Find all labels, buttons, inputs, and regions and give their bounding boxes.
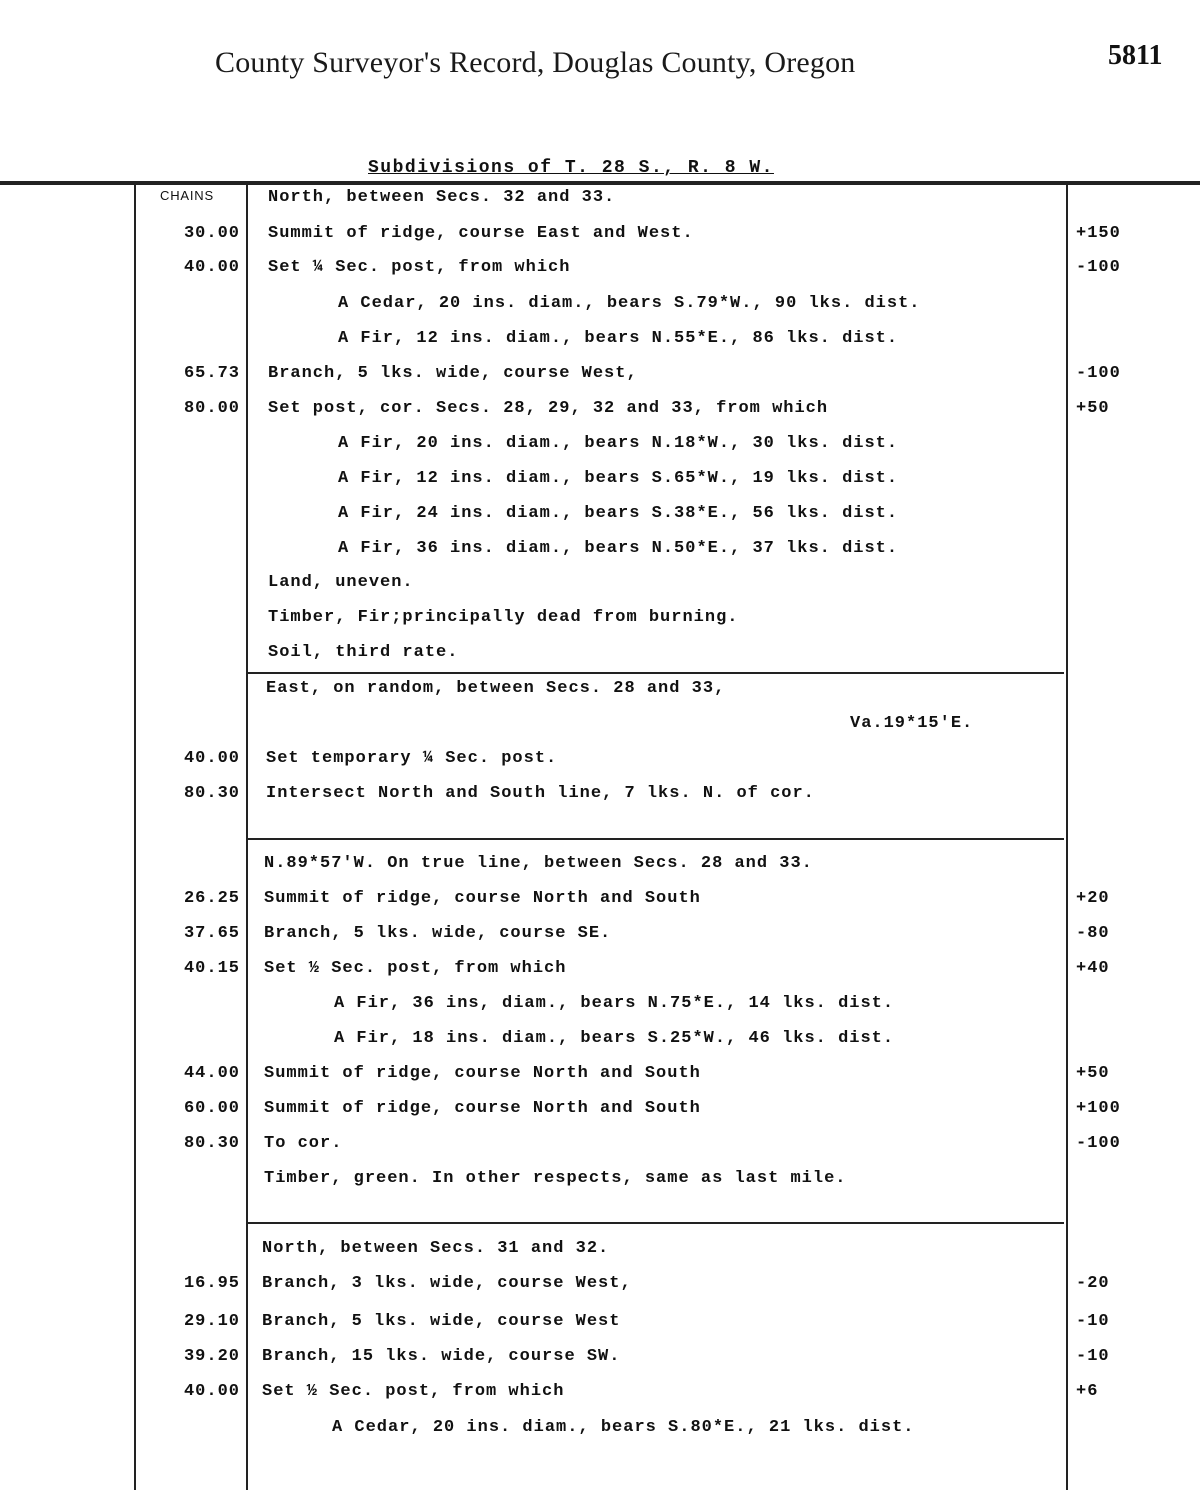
section-divider <box>248 838 1064 840</box>
chain-value: 60.00 <box>183 1099 240 1118</box>
chain-value: 65.73 <box>183 364 240 383</box>
note-text: North, between Secs. 31 and 32. <box>262 1239 610 1258</box>
table-row <box>0 258 1200 288</box>
elevation-value: +40 <box>1076 959 1110 978</box>
chain-value: 39.20 <box>183 1347 240 1366</box>
table-row <box>0 1312 1200 1342</box>
table-row <box>0 1099 1200 1129</box>
table-row <box>0 188 1200 218</box>
table-row <box>0 749 1200 779</box>
chain-value: 29.10 <box>183 1312 240 1331</box>
table-row <box>0 1134 1200 1164</box>
record-subtitle: Subdivisions of T. 28 S., R. 8 W. <box>368 158 774 178</box>
table-row <box>0 573 1200 603</box>
table-row <box>0 364 1200 394</box>
elevation-value: +6 <box>1076 1382 1099 1401</box>
note-text: A Cedar, 20 ins. diam., bears S.80*E., 21 lks. dist. <box>332 1418 915 1437</box>
note-text: Land, uneven. <box>268 573 414 592</box>
table-row <box>0 399 1200 429</box>
chain-value: 40.15 <box>183 959 240 978</box>
note-text: A Fir, 36 ins. diam., bears N.50*E., 37 lks. dist. <box>338 539 899 558</box>
note-text: Branch, 5 lks. wide, course West <box>262 1312 621 1331</box>
elevation-value: -80 <box>1076 924 1110 943</box>
note-text: Set post, cor. Secs. 28, 29, 32 and 33, from which <box>268 399 829 418</box>
elevation-value: -20 <box>1076 1274 1110 1293</box>
note-text: Branch, 5 lks. wide, course West, <box>268 364 638 383</box>
note-text: A Fir, 12 ins. diam., bears N.55*E., 86 lks. dist. <box>338 329 899 348</box>
table-row <box>0 1382 1200 1412</box>
note-text: Timber, Fir;principally dead from burning. <box>268 608 739 627</box>
note-text: Summit of ridge, course North and South <box>264 889 701 908</box>
table-row <box>0 224 1200 254</box>
elevation-value: -100 <box>1076 258 1121 277</box>
note-text: East, on random, between Secs. 28 and 33, <box>266 679 726 698</box>
elevation-value: -10 <box>1076 1312 1110 1331</box>
table-row <box>0 504 1200 534</box>
note-text: North, between Secs. 32 and 33. <box>268 188 616 207</box>
chain-value: 37.65 <box>183 924 240 943</box>
chain-value: 44.00 <box>183 1064 240 1083</box>
table-row <box>0 924 1200 954</box>
note-text: Summit of ridge, course East and West. <box>268 224 694 243</box>
table-row <box>0 1418 1200 1448</box>
table-row <box>0 469 1200 499</box>
elevation-value: -100 <box>1076 1134 1121 1153</box>
note-text: Va.19*15'E. <box>850 714 974 733</box>
elevation-value: +150 <box>1076 224 1121 243</box>
chain-value: 16.95 <box>183 1274 240 1293</box>
section-divider <box>248 1222 1064 1224</box>
elevation-value: +20 <box>1076 889 1110 908</box>
table-row <box>0 679 1200 709</box>
chain-value: 40.00 <box>183 749 240 768</box>
table-row <box>0 994 1200 1024</box>
elevation-value: -10 <box>1076 1347 1110 1366</box>
note-text: Timber, green. In other respects, same as last mile. <box>264 1169 847 1188</box>
note-text: A Fir, 18 ins. diam., bears S.25*W., 46 lks. dist. <box>334 1029 895 1048</box>
elevation-value: +100 <box>1076 1099 1121 1118</box>
note-text: Summit of ridge, course North and South <box>264 1099 701 1118</box>
note-text: Branch, 5 lks. wide, course SE. <box>264 924 612 943</box>
table-row <box>0 1274 1200 1304</box>
table-row <box>0 1029 1200 1059</box>
page-title: County Surveyor's Record, Douglas County, Oregon <box>215 46 856 79</box>
note-text: Set ½ Sec. post, from which <box>262 1382 565 1401</box>
note-text: Intersect North and South line, 7 lks. N. of cor. <box>266 784 815 803</box>
table-row <box>0 1239 1200 1269</box>
table-row <box>0 959 1200 989</box>
note-text: Set ¼ Sec. post, from which <box>268 258 571 277</box>
table-row <box>0 1064 1200 1094</box>
note-text: Soil, third rate. <box>268 643 459 662</box>
header-rule <box>0 181 1200 185</box>
table-row <box>0 1347 1200 1377</box>
note-text: A Cedar, 20 ins. diam., bears S.79*W., 90 lks. dist. <box>338 294 921 313</box>
note-text: Branch, 15 lks. wide, course SW. <box>262 1347 621 1366</box>
elevation-value: +50 <box>1076 1064 1110 1083</box>
chains-column-header: CHAINS <box>160 188 214 203</box>
note-text: A Fir, 20 ins. diam., bears N.18*W., 30 lks. dist. <box>338 434 899 453</box>
chain-value: 40.00 <box>183 258 240 277</box>
table-row <box>0 329 1200 359</box>
note-text: N.89*57'W. On true line, between Secs. 28 and 33. <box>264 854 813 873</box>
note-text: Branch, 3 lks. wide, course West, <box>262 1274 632 1293</box>
table-row <box>0 434 1200 464</box>
table-row <box>0 1169 1200 1199</box>
chain-value: 30.00 <box>183 224 240 243</box>
elevation-value: -100 <box>1076 364 1121 383</box>
page-number: 5811 <box>1108 40 1163 71</box>
table-row <box>0 784 1200 814</box>
chain-value: 26.25 <box>183 889 240 908</box>
elevation-value: +50 <box>1076 399 1110 418</box>
chain-value: 80.30 <box>183 1134 240 1153</box>
note-text: To cor. <box>264 1134 343 1153</box>
table-row <box>0 854 1200 884</box>
note-text: Set temporary ¼ Sec. post. <box>266 749 558 768</box>
chain-value: 40.00 <box>183 1382 240 1401</box>
note-text: Summit of ridge, course North and South <box>264 1064 701 1083</box>
table-row <box>0 608 1200 638</box>
note-text: Set ½ Sec. post, from which <box>264 959 567 978</box>
note-text: A Fir, 24 ins. diam., bears S.38*E., 56 lks. dist. <box>338 504 899 523</box>
note-text: A Fir, 36 ins, diam., bears N.75*E., 14 lks. dist. <box>334 994 895 1013</box>
chain-value: 80.00 <box>183 399 240 418</box>
note-text: A Fir, 12 ins. diam., bears S.65*W., 19 lks. dist. <box>338 469 899 488</box>
table-row <box>0 714 1200 744</box>
table-row <box>0 889 1200 919</box>
table-row <box>0 294 1200 324</box>
table-row <box>0 539 1200 569</box>
chain-value: 80.30 <box>183 784 240 803</box>
table-row <box>0 643 1200 673</box>
